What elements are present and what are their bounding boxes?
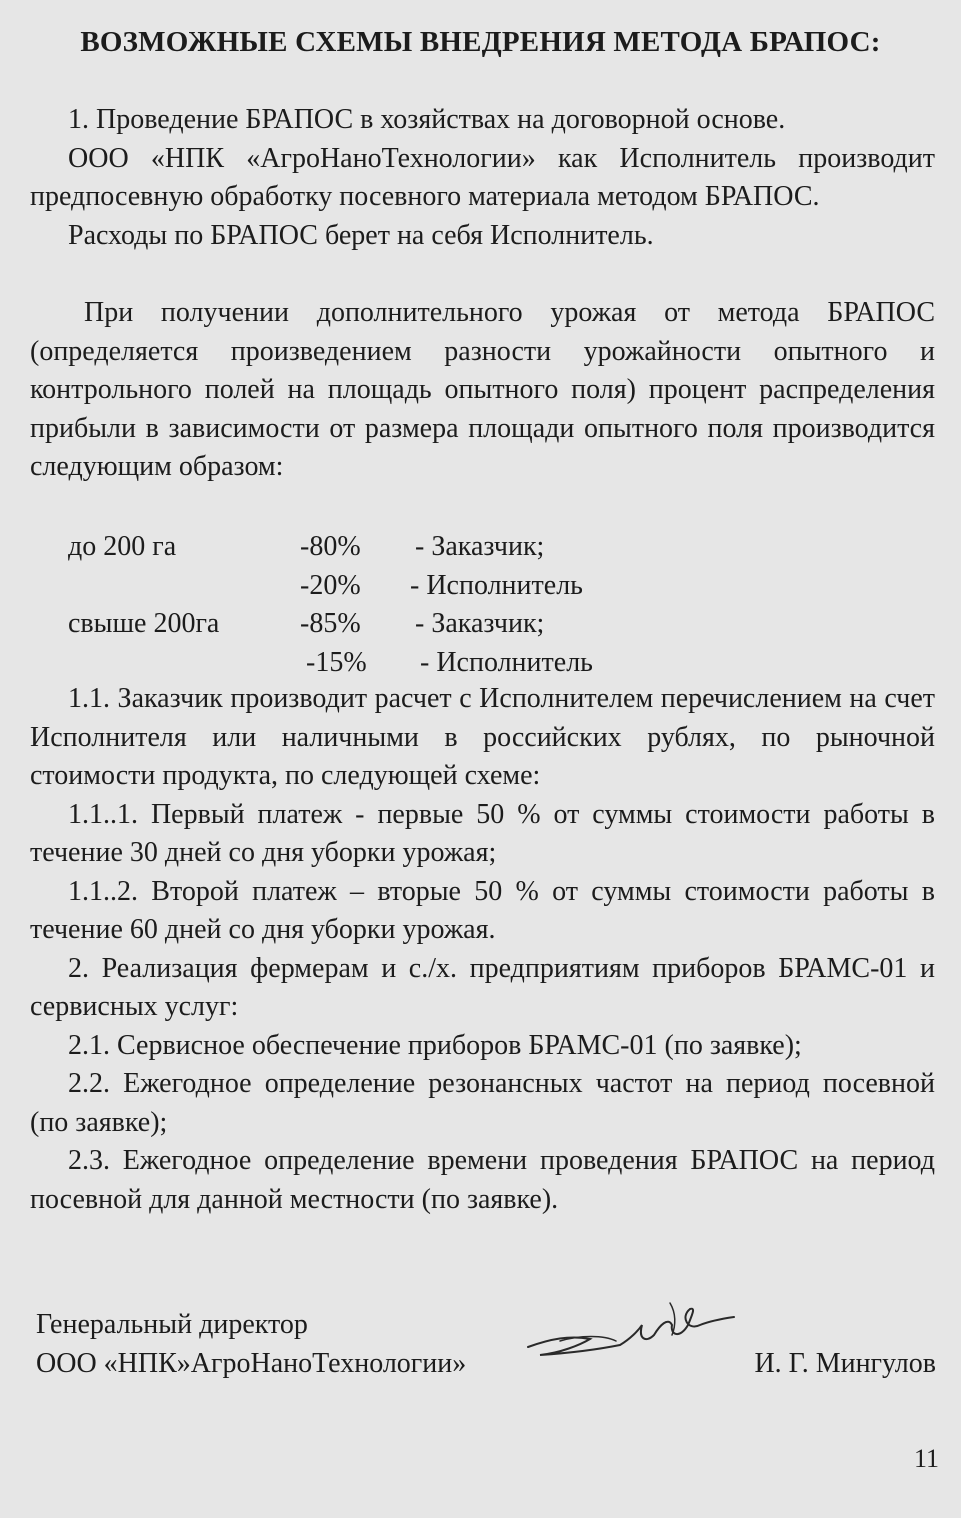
services-paragraph-2: 2. Реализация фермерам и с./х. предприятиям приборов БРАМС-01 и сервисных услуг: (30, 952, 935, 1022)
signature-block (36, 1306, 936, 1383)
services-paragraph-2-2: 2.2. Ежегодное определение резонансных частот на период посевной (по заявке); (30, 1068, 935, 1138)
distribution-table (30, 528, 935, 682)
distribution-area: свыше 200га (68, 608, 220, 639)
intro-paragraph-3: Расходы по БРАПОС берет на себя Исполнитель. (68, 219, 654, 251)
distribution-row (30, 644, 935, 683)
distribution-percent: -15% (306, 646, 367, 678)
intro-section (30, 101, 935, 255)
distribution-row (30, 605, 935, 644)
distribution-area: до 200 га (68, 531, 177, 562)
payment-section (30, 680, 935, 1219)
company-name: ООО «НПК»АгроНаноТехнологии» (36, 1347, 467, 1379)
handwritten-signature-icon (520, 1295, 740, 1375)
profit-section (30, 294, 935, 487)
distribution-party: - Заказчик; (415, 531, 545, 562)
services-paragraph-2-1: 2.1. Сервисное обеспечение приборов БРАМС-01 (по заявке); (68, 1029, 802, 1061)
payment-paragraph-1-1: 1.1. Заказчик производит расчет с Исполнителем перечислением на счет Исполнителя или наличными в российских рублях, по рыночной стоимости продукта, по следующей схеме: (30, 683, 935, 791)
profit-paragraph: При получении дополнительного урожая от метода БРАПОС (определяется произведением разности урожайности опытного и контрольного полей на площадь опытного поля) процент распределения прибыли в зависимости от размера площади опытного поля производится следующим образом: (30, 297, 935, 482)
page-number: 11 (913, 1444, 939, 1473)
distribution-party: - Заказчик; (415, 608, 545, 639)
director-name: И. Г. Мингулов (754, 1347, 936, 1379)
distribution-row (30, 567, 935, 606)
intro-paragraph-1: 1. Проведение БРАПОС в хозяйствах на договорной основе. (68, 104, 786, 135)
payment-paragraph-1-1-1: 1.1..1. Первый платеж - первые 50 % от суммы стоимости работы в течение 30 дней со дня уборки урожая; (30, 798, 935, 868)
services-paragraph-2-3: 2.3. Ежегодное определение времени проведения БРАПОС на период посевной для данной местности (по заявке). (30, 1145, 935, 1215)
distribution-party: - Исполнитель (410, 569, 583, 601)
distribution-party: - Исполнитель (420, 646, 593, 678)
distribution-row (30, 528, 935, 567)
intro-paragraph-2: ООО «НПК «АгроНаноТехнологии» как Исполнитель производит предпосевную обработку посевного материала методом БРАПОС. (30, 142, 935, 212)
distribution-percent: -20% (300, 569, 361, 601)
director-title: Генеральный директор (36, 1309, 308, 1340)
signature-position (36, 1306, 936, 1345)
payment-paragraph-1-1-2: 1.1..2. Второй платеж – вторые 50 % от суммы стоимости работы в течение 60 дней со дня уборки урожая. (30, 875, 935, 945)
distribution-percent: -80% (300, 531, 361, 562)
distribution-percent: -85% (300, 608, 361, 639)
signature-company-line (36, 1345, 936, 1384)
document-title: ВОЗМОЖНЫЕ СХЕМЫ ВНЕДРЕНИЯ МЕТОДА БРАПОС: (80, 26, 881, 58)
